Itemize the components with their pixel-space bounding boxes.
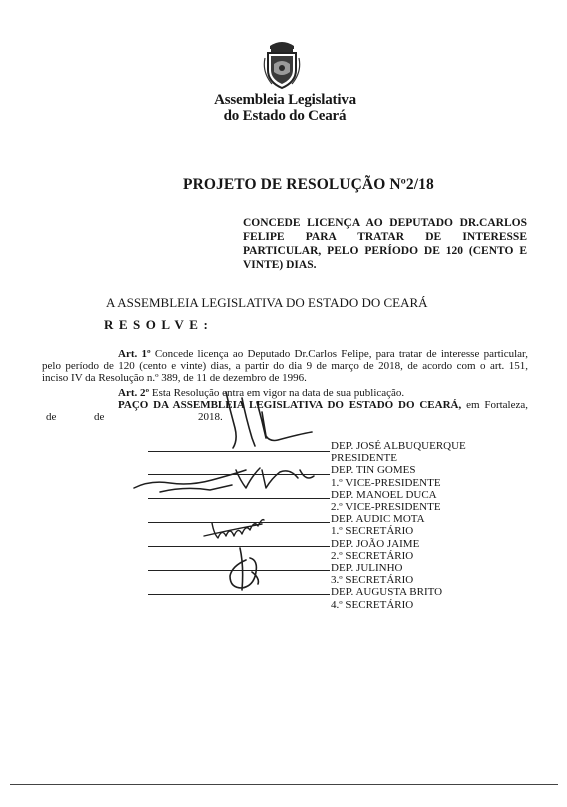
signature-stroke — [230, 548, 258, 590]
ementa-line: CONCEDE LICENÇA AO DEPUTADO DR.CARLOS — [243, 217, 527, 229]
article-2-label: Art. 2º — [118, 387, 150, 399]
resolve-heading: RESOLVE: — [104, 317, 214, 332]
signatory-role: 3.º SECRETÁRIO — [331, 574, 414, 587]
signature-stroke — [134, 468, 314, 492]
article-2-text: Esta Resolução entra em vigor na data de sua publicação. — [151, 387, 405, 399]
article-1-text-line: Concede licença ao Deputado Dr.Carlos Felipe, para tratar de interesse particular, — [154, 348, 529, 360]
closing-statement-bold: PAÇO DA ASSEMBLEIA LEGISLATIVA DO ESTADO DO CEARÁ, — [118, 399, 462, 411]
article-1-text-line: inciso IV da Resolução n.º 389, de 11 de dezembro de 1996. — [42, 372, 307, 384]
date-year: 2018. — [198, 411, 223, 423]
document-title: PROJETO DE RESOLUÇÃO Nº2/18 — [183, 176, 434, 193]
closing-statement-city: em Fortaleza, — [466, 399, 529, 411]
page-bottom-rule — [10, 784, 558, 785]
signatory-name: DEP. JULINHO — [331, 562, 403, 575]
signature-stroke — [204, 520, 264, 538]
signatory-role: PRESIDENTE — [331, 452, 397, 465]
assembly-heading: A ASSEMBLEIA LEGISLATIVA DO ESTADO DO CEARÁ — [106, 295, 428, 310]
signature-stroke — [226, 392, 312, 448]
organization-name-line2: do Estado do Ceará — [223, 108, 347, 124]
signatory-name: DEP. JOÃO JAIME — [331, 537, 420, 550]
signatory-name: DEP. MANOEL DUCA — [331, 488, 437, 501]
signatory-role: 4.º SECRETÁRIO — [331, 598, 414, 611]
signatory-name: DEP. JOSÉ ALBUQUERQUE — [331, 440, 466, 452]
signatory-name: DEP. TIN GOMES — [331, 464, 416, 477]
ementa-line: VINTE) DIAS. — [243, 259, 317, 271]
article-1-text-line: pelo período de 120 (cento e vinte) dias, a partir do dia 9 de março de 2018, de acordo com o art. 151, — [42, 360, 528, 372]
article-1-label: Art. 1º — [118, 348, 151, 360]
signatory-name: DEP. AUGUSTA BRITO — [331, 586, 443, 599]
organization-name-line1: Assembleia Legislativa — [214, 92, 356, 108]
signatory-role: 2.º SECRETÁRIO — [331, 549, 414, 562]
ementa-line: FELIPE PARA TRATAR DE INTERESSE — [243, 231, 527, 243]
signatory-role: 1.º VICE-PRESIDENTE — [331, 476, 441, 489]
signatory-name: DEP. AUDIC MOTA — [331, 513, 425, 526]
signatory-role: 1.º SECRETÁRIO — [331, 525, 414, 538]
ementa-line: PARTICULAR, PELO PERÍODO DE 120 (CENTO E — [243, 245, 527, 257]
date-de: de — [46, 411, 57, 423]
date-de: de — [94, 411, 105, 423]
signatory-role: 2.º VICE-PRESIDENTE — [331, 501, 441, 514]
